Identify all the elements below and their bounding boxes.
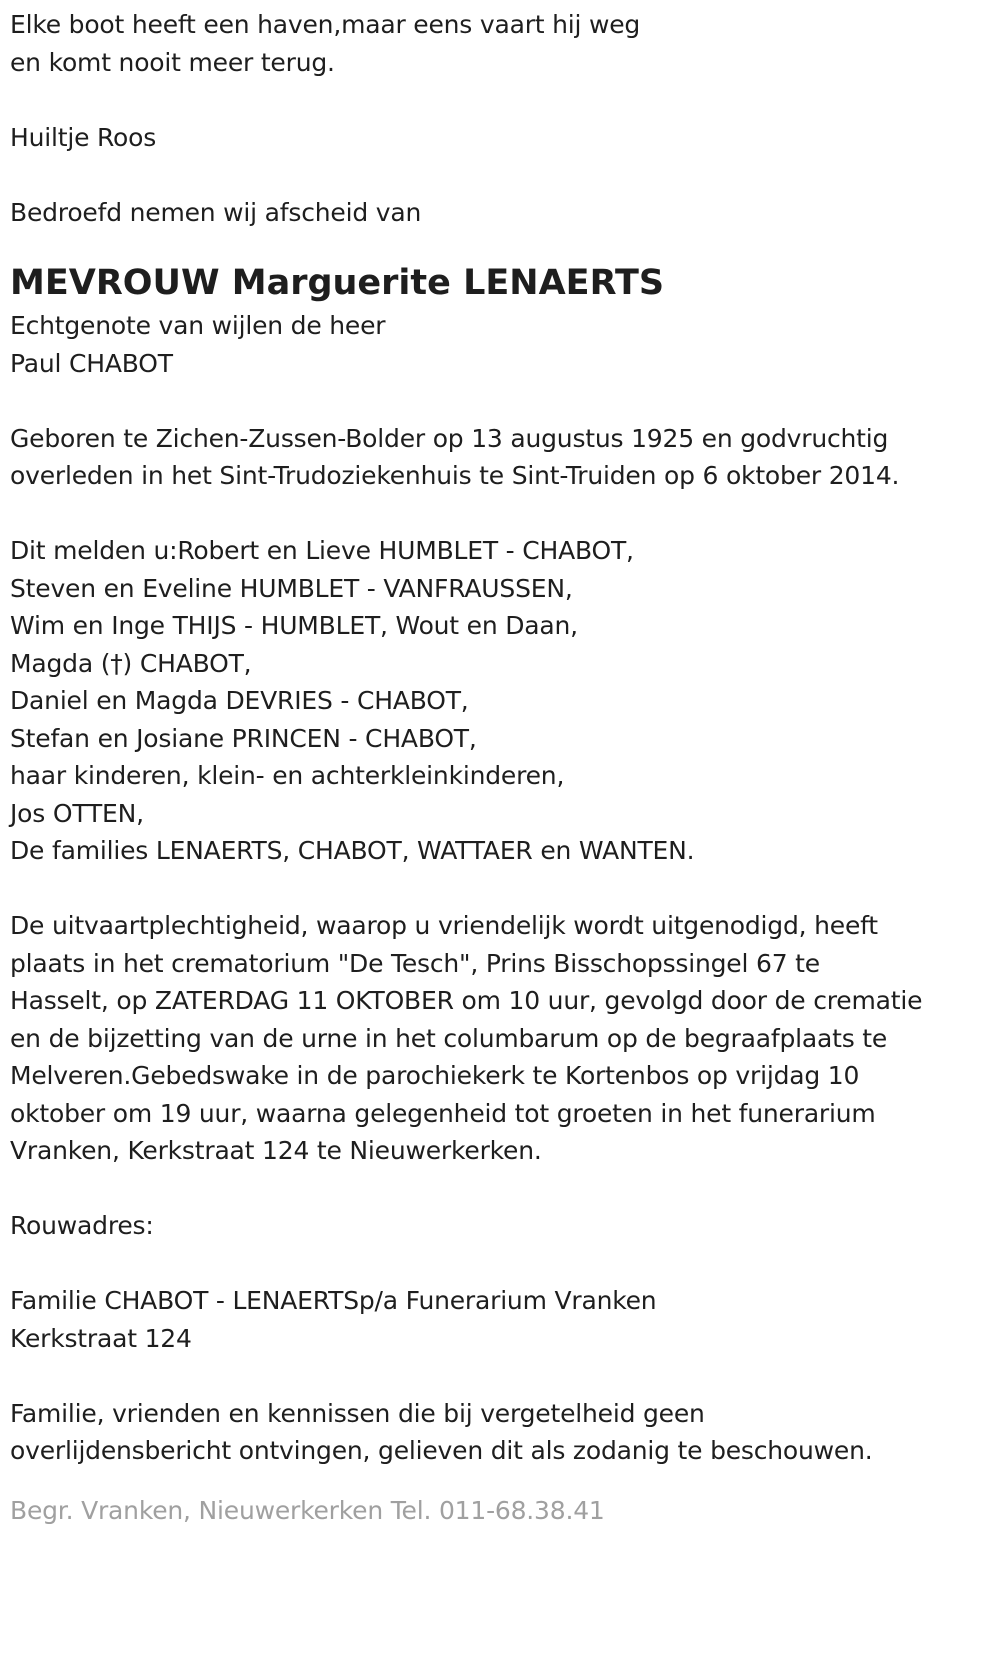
announcer-line: De families LENAERTS, CHABOT, WATTAER en WANTEN.: [10, 836, 695, 865]
motto-line: Elke boot heeft een haven,maar eens vaart hij weg: [10, 10, 641, 39]
announcers-list: [10, 532, 995, 870]
ceremony-line: en de bijzetting van de urne in het columbarum op de begraafplaats te: [10, 1023, 888, 1053]
motto-line: en komt nooit meer terug.: [10, 47, 335, 77]
notice: [10, 1395, 995, 1470]
announcer-line: Magda (†) CHABOT,: [10, 648, 252, 678]
birth-death-line: overleden in het Sint-Trudoziekenhuis te Sint-Truiden op 6 oktober 2014.: [10, 461, 900, 490]
announcer-line: haar kinderen, klein- en achterkleinkinderen,: [10, 761, 565, 790]
ceremony-line: Hasselt, op ZATERDAG 11 OKTOBER om 10 uur, gevolgd door de crematie: [10, 986, 923, 1015]
mourning-address: [10, 1282, 995, 1357]
announcer-line: Dit melden u:Robert en Lieve HUMBLET - CHABOT,: [10, 536, 634, 565]
ceremony-line: Vranken, Kerkstraat 124 te Nieuwerkerken.: [10, 1136, 542, 1165]
announcer-line: Stefan en Josiane PRINCEN - CHABOT,: [10, 723, 477, 753]
address-line: Kerkstraat 124: [10, 1323, 192, 1353]
obituary-document: [10, 6, 995, 1529]
notice-line: Familie, vrienden en kennissen die bij vergetelheid geen: [10, 1398, 705, 1428]
announcer-line: Wim en Inge THIJS - HUMBLET, Wout en Daan,: [10, 611, 578, 640]
nickname: Huiltje Roos: [10, 122, 157, 152]
ceremony-line: plaats in het crematorium "De Tesch", Prins Bisschopssingel 67 te: [10, 948, 820, 978]
spouse-line: Echtgenote van wijlen de heer: [10, 311, 386, 340]
funeral-home-footer: Begr. Vranken, Nieuwerkerken Tel. 011-68.38.41: [10, 1495, 605, 1525]
spouse-info: [10, 307, 995, 382]
birth-death-line: Geboren te Zichen-Zussen-Bolder op 13 augustus 1925 en godvruchtig: [10, 423, 889, 453]
deceased-name: MEVROUW Marguerite LENAERTS: [10, 263, 665, 303]
mourning-address-label: Rouwadres:: [10, 1211, 154, 1240]
ceremony-line: De uitvaartplechtigheid, waarop u vriendelijk wordt uitgenodigd, heeft: [10, 911, 878, 940]
ceremony-line: oktober om 19 uur, waarna gelegenheid tot groeten in het funerarium: [10, 1098, 876, 1128]
ceremony-details: [10, 907, 995, 1170]
address-line: Familie CHABOT - LENAERTSp/a Funerarium Vranken: [10, 1286, 657, 1315]
notice-line: overlijdensbericht ontvingen, gelieven dit als zodanig te beschouwen.: [10, 1436, 873, 1465]
motto: [10, 6, 995, 81]
announcer-line: Jos OTTEN,: [10, 798, 144, 828]
ceremony-line: Melveren.Gebedswake in de parochiekerk te Kortenbos op vrijdag 10: [10, 1061, 860, 1090]
birth-death-info: [10, 420, 995, 495]
intro-text: Bedroefd nemen wij afscheid van: [10, 197, 422, 227]
spouse-line: Paul CHABOT: [10, 348, 173, 378]
announcer-line: Daniel en Magda DEVRIES - CHABOT,: [10, 686, 469, 715]
announcer-line: Steven en Eveline HUMBLET - VANFRAUSSEN,: [10, 573, 573, 603]
